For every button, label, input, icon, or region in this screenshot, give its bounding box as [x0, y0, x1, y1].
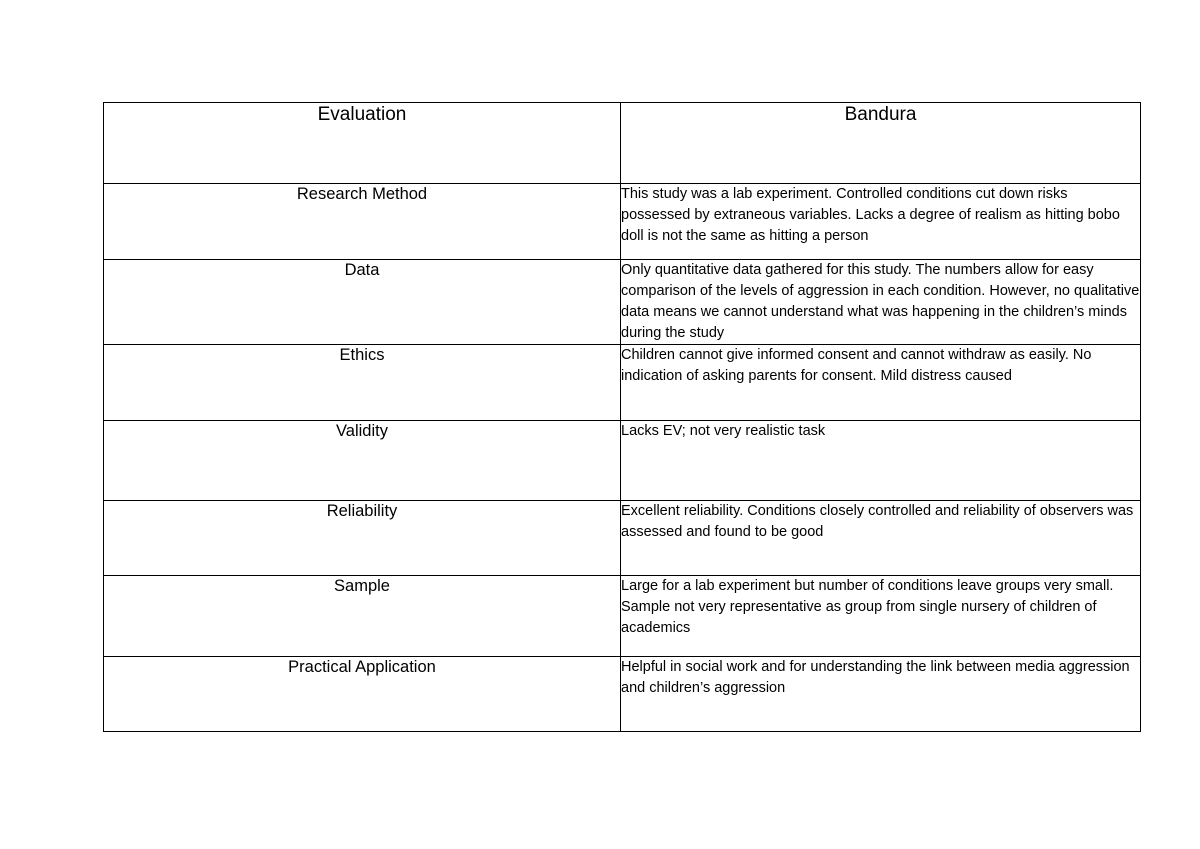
- row-description: This study was a lab experiment. Controlled conditions cut down risks possessed by extraneous variables. Lacks a degree of realism as hitting bobo doll is not the same as hitting a person: [621, 184, 1141, 260]
- row-description: Helpful in social work and for understanding the link between media aggression and children’s aggression: [621, 657, 1141, 732]
- table-row: [104, 501, 1141, 576]
- row-label: Reliability: [104, 501, 621, 576]
- row-description: Only quantitative data gathered for this study. The numbers allow for easy comparison of the levels of aggression in each condition. However, no qualitative data means we cannot understand what was happening in the children’s minds during the study: [621, 260, 1141, 345]
- header-evaluation: Evaluation: [104, 103, 621, 184]
- row-label: Validity: [104, 421, 621, 501]
- row-description: Large for a lab experiment but number of conditions leave groups very small. Sample not very representative as group from single nursery of children of academics: [621, 576, 1141, 657]
- table-header-row: [104, 103, 1141, 184]
- row-label: Ethics: [104, 345, 621, 421]
- table-row: [104, 576, 1141, 657]
- table-row: [104, 657, 1141, 732]
- row-label: Research Method: [104, 184, 621, 260]
- evaluation-table: [103, 102, 1141, 732]
- row-label: Practical Application: [104, 657, 621, 732]
- row-label: Data: [104, 260, 621, 345]
- table-row: [104, 345, 1141, 421]
- table-row: [104, 184, 1141, 260]
- table-row: [104, 421, 1141, 501]
- table-row: [104, 260, 1141, 345]
- row-description: Excellent reliability. Conditions closely controlled and reliability of observers was assessed and found to be good: [621, 501, 1141, 576]
- row-description: Lacks EV; not very realistic task: [621, 421, 1141, 501]
- row-label: Sample: [104, 576, 621, 657]
- header-bandura: Bandura: [621, 103, 1141, 184]
- row-description: Children cannot give informed consent and cannot withdraw as easily. No indication of asking parents for consent. Mild distress caused: [621, 345, 1141, 421]
